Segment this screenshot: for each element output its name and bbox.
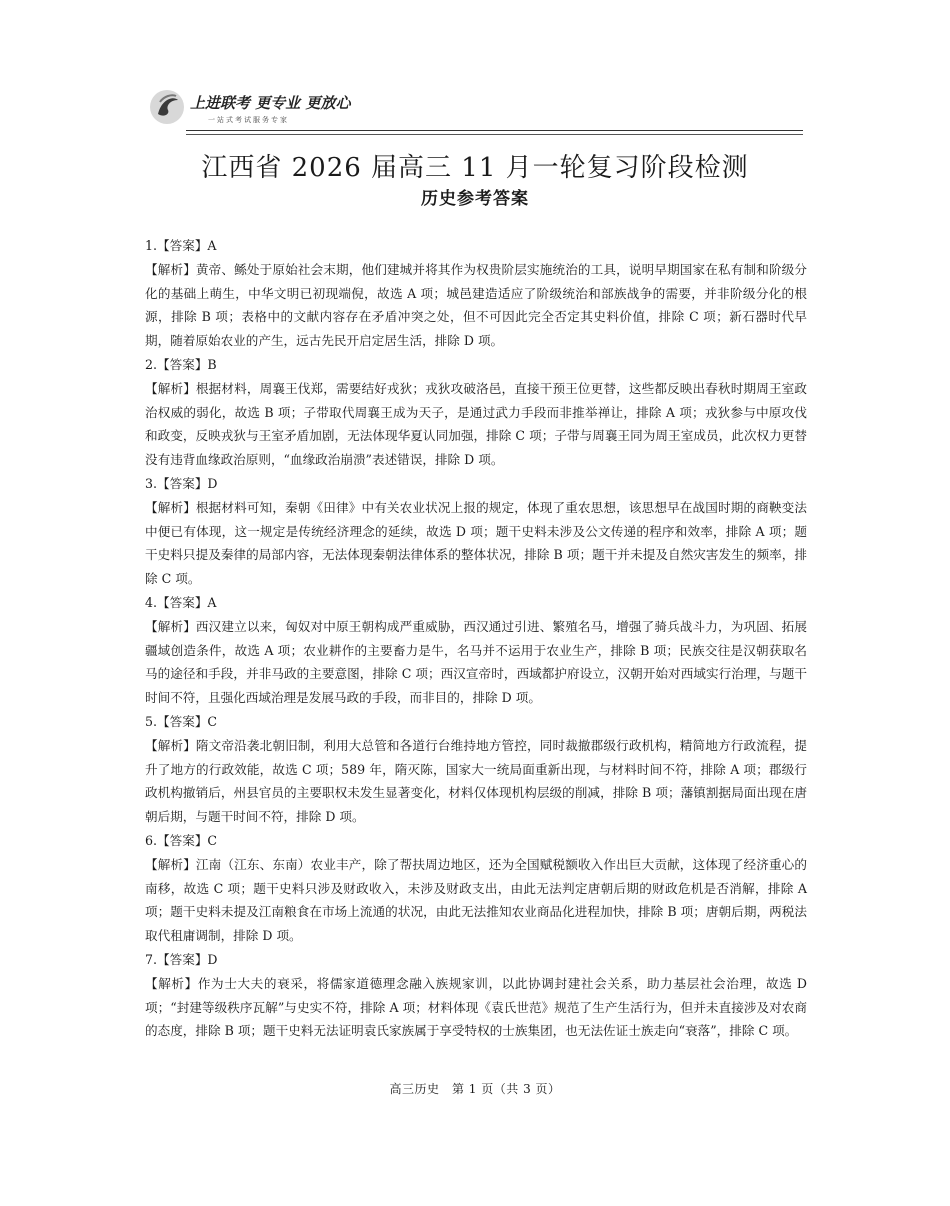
question-answer xyxy=(145,353,807,377)
header-divider-thin xyxy=(186,134,803,135)
question-analysis: 【解析】江南（江东、东南）农业丰产，除了帮扶周边地区，还为全国赋税额收入作出巨大贡献，这体现了经济重心的南移，故选 C 项；题干史料只涉及财政收入，未涉及财政支出，由此无法判定唐朝后期的财政危机是否消解，排除 A 项；题干史料未提及江南粮食在市场上流通的状况，由此无法推知农业商品化进程加快，排除 B 项；唐朝后期，两税法取代租庸调制，排除 D 项。 xyxy=(145,856,807,944)
brand-logo-icon xyxy=(148,88,186,126)
question-answer xyxy=(145,591,807,615)
question-analysis: 【解析】根据材料可知，秦朝《田律》中有关农业状况上报的规定，体现了重农思想，该思想早在战国时期的商鞅变法中便已有体现，这一规定是传统经济理念的延续，故选 D 项；题干史料未涉及公文传递的程序和效率，排除 A 项；题干史料只提及秦律的局部内容，无法体现秦朝法律体系的整体状况，排除 B 项；题干并未提及自然灾害发生的频率，排除 C 项。 xyxy=(145,499,807,587)
answer-label: 【答案】A xyxy=(157,594,217,610)
question-number: 6. xyxy=(145,832,158,848)
brand-tagline: 一站式考试服务专家 xyxy=(208,116,289,124)
question-item xyxy=(145,710,807,829)
question-item xyxy=(145,948,807,1043)
question-analysis: 【解析】隋文帝沿袭北朝旧制，利用大总管和各道行台维持地方管控，同时裁撤郡级行政机构，精简地方行政流程，提升了地方的行政效能，故选 C 项；589 年，隋灭陈，国家大一统局面重新出现，与材料时间不符，排除 A 项；郡级行政机构撤销后，州县官员的主要职权未发生显著变化，材料仅体现机构层级的削减，排除 B 项；藩镇割据局面出现在唐朝后期，与题干时间不符，排除 D 项。 xyxy=(145,737,807,825)
page-title: 江西省 2026 届高三 11 月一轮复习阶段检测 xyxy=(201,153,749,183)
question-number: 5. xyxy=(145,713,158,729)
page-footer: 高三历史 第 1 页（共 3 页） xyxy=(389,1082,561,1096)
question-number: 7. xyxy=(145,951,158,967)
question-item xyxy=(145,829,807,948)
question-number: 4. xyxy=(145,594,158,610)
brand-slogan: 上进联考 更专业 更放心 xyxy=(190,94,351,112)
question-item xyxy=(145,472,807,591)
question-item xyxy=(145,234,807,353)
brand-header xyxy=(148,88,808,136)
answer-label: 【答案】D xyxy=(157,951,218,967)
answer-list xyxy=(145,234,807,1043)
answer-label: 【答案】B xyxy=(157,356,217,372)
header-divider xyxy=(186,130,803,131)
question-answer xyxy=(145,234,807,258)
answer-label: 【答案】D xyxy=(157,475,218,491)
question-analysis: 【解析】黄帝、鲧处于原始社会末期，他们建城并将其作为权贵阶层实施统治的工具，说明早期国家在私有制和阶级分化的基础上萌生，中华文明已初现端倪，故选 A 项；城邑建造适应了阶级统治和部族战争的需要，并非阶级分化的根源，排除 B 项；表格中的文献内容存在矛盾冲突之处，但不可因此完全否定其史料价值，排除 C 项；新石器时代早期，随着原始农业的产生，远古先民开启定居生活，排除 D 项。 xyxy=(145,261,807,349)
question-number: 1. xyxy=(145,238,158,253)
answer-label: 【答案】C xyxy=(157,713,218,729)
question-number: 2. xyxy=(145,356,158,372)
question-analysis: 【解析】西汉建立以来，匈奴对中原王朝构成严重威胁，西汉通过引进、繁殖名马，增强了骑兵战斗力，为巩固、拓展疆域创造条件，故选 A 项；农业耕作的主要畜力是牛，名马并不运用于农业生产，排除 B 项；民族交往是汉朝获取名马的途径和手段，并非马政的主要意图，排除 C 项；西汉宣帝时，西域都护府设立，汉朝开始对西域实行治理，与题干时间不符，且强化西域治理是发展马政的手段，而非目的，排除 D 项。 xyxy=(145,618,807,706)
question-analysis: 【解析】作为士大夫的衰采，将儒家道德理念融入族规家训，以此协调封建社会关系，助力基层社会治理，故选 D 项；“封建等级秩序瓦解”与史实不符，排除 A 项；材料体现《袁氏世范》规范了生产生活行为，但并未直接涉及对农商的态度，排除 B 项；题干史料无法证明袁氏家族属于享受特权的士族集团，也无法佐证士族走向“衰落”，排除 C 项。 xyxy=(145,975,807,1039)
answer-label: 【答案】A xyxy=(157,238,217,253)
question-number: 3. xyxy=(145,475,158,491)
question-item xyxy=(145,591,807,710)
page-subtitle: 历史参考答案 xyxy=(421,189,529,209)
answer-label: 【答案】C xyxy=(157,832,218,848)
question-answer xyxy=(145,829,807,853)
question-answer xyxy=(145,710,807,734)
question-answer xyxy=(145,948,807,972)
question-analysis: 【解析】根据材料，周襄王伐郑，需要结好戎狄；戎狄攻破洛邑，直接干预王位更替，这些都反映出春秋时期周王室政治权威的弱化，故选 B 项；子带取代周襄王成为天子，是通过武力手段而非推举禅让，排除 A 项；戎狄参与中原攻伐和政变，反映戎狄与王室矛盾加剧，无法体现华夏认同加强，排除 C 项；子带与周襄王同为周王室成员，此次权力更替没有违背血缘政治原则，“血缘政治崩溃”表述错误，排除 D 项。 xyxy=(145,380,807,468)
question-item xyxy=(145,353,807,472)
question-answer xyxy=(145,472,807,496)
